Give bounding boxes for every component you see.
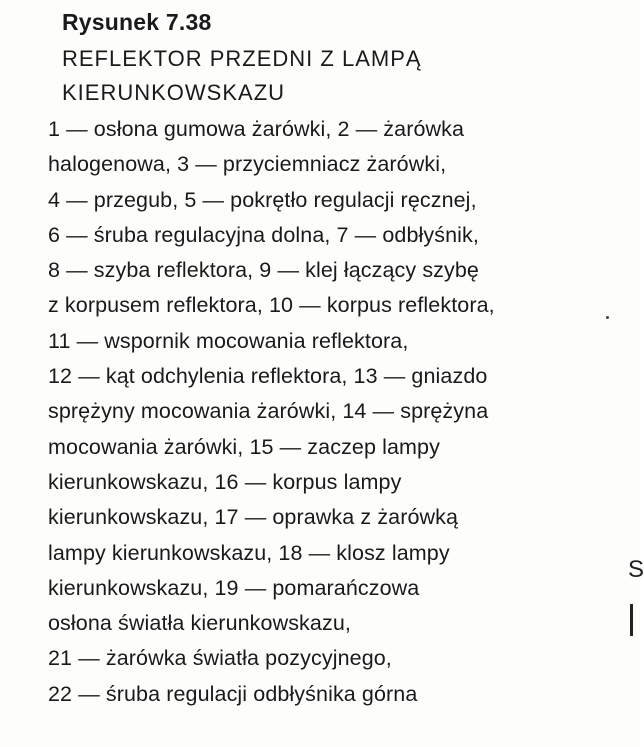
figure-caption	[48, 8, 608, 712]
legend-line: 21 — żarówka światła pozycyjnego,	[48, 646, 392, 671]
legend-line: halogenowa, 3 — przyciemniacz żarówki,	[48, 152, 447, 177]
legend-line: sprężyny mocowania żarówki, 14 — sprężyna	[48, 399, 489, 424]
scan-dot-mark	[606, 316, 609, 319]
legend-line: 6 — śruba regulacyjna dolna, 7 — odbłyśnik,	[48, 222, 479, 247]
edge-bar-fragment	[630, 604, 633, 636]
legend-line: 11 — wspornik mocowania reflektora,	[48, 328, 409, 353]
edge-letter-fragment: S	[628, 556, 644, 583]
legend-line: kierunkowskazu, 16 — korpus lampy	[48, 469, 402, 494]
legend-line: z korpusem reflektora, 10 — korpus reflektora,	[48, 293, 495, 318]
legend-line: kierunkowskazu, 17 — oprawka z żarówką	[48, 505, 459, 530]
legend-line: osłona światła kierunkowskazu,	[48, 611, 351, 636]
figure-title-line-2: KIERUNKOWSKAZU	[62, 80, 286, 105]
legend-line: 1 — osłona gumowa żarówki, 2 — żarówka	[48, 117, 465, 141]
figure-legend	[48, 112, 608, 712]
legend-line: kierunkowskazu, 19 — pomarańczowa	[48, 575, 420, 600]
legend-line: lampy kierunkowskazu, 18 — klosz lampy	[48, 540, 450, 565]
legend-line: mocowania żarówki, 15 — zaczep lampy	[48, 434, 440, 459]
legend-line: 4 — przegub, 5 — pokrętło regulacji ręcznej,	[48, 187, 477, 212]
legend-line: 22 — śruba regulacji odbłyśnika górna	[48, 681, 418, 706]
legend-line: 8 — szyba reflektora, 9 — klej łączący szybę	[48, 258, 479, 283]
figure-label: Rysunek 7.38	[62, 9, 212, 35]
figure-title-line-1: REFLEKTOR PRZEDNI Z LAMPĄ	[62, 46, 422, 71]
legend-line: 12 — kąt odchylenia reflektora, 13 — gniazdo	[48, 364, 488, 389]
